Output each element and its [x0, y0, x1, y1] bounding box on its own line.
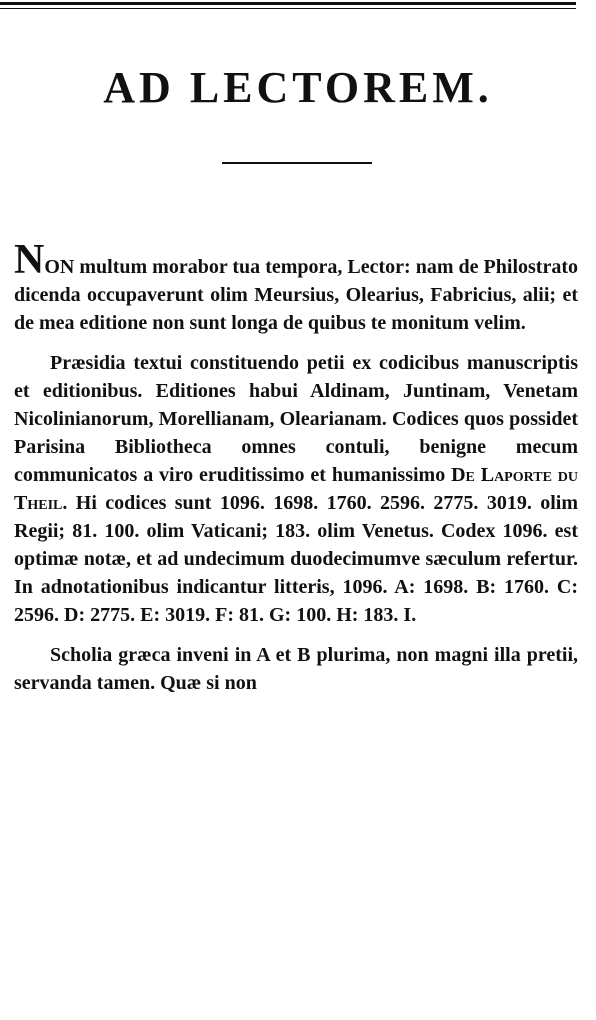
paragraph-2-before: Præsidia textui constituendo petii ex codicibus manuscriptis et editionibus. Editiones habui Aldinam, Juntinam, Venetam Nicolinianorum, Morellianam, Olearianam. Codices quos possidet Parisina Bibliotheca omnes contuli, benigne mecum communicatos a viro eruditissimo et humanissimo	[14, 352, 578, 486]
paragraph-1-text: multum morabor tua tempora, Lector: nam de Philostrato dicenda occupaverunt olim Meursius, Olearius, Fabricius, alii; et de mea editione non sunt longa de quibus te monitum velim.	[14, 256, 578, 334]
paragraph-3-text: Scholia græca inveni in A et B plurima, non magni illa pretii, servanda tamen. Quæ si non	[14, 644, 578, 694]
paragraph-1	[14, 237, 578, 337]
drop-cap: N	[14, 237, 45, 283]
page-title: AD LECTOREM.	[103, 63, 493, 112]
paragraph-1-lead: ON	[44, 256, 75, 278]
title-divider	[222, 162, 372, 164]
paragraph-2	[14, 349, 578, 629]
paragraph-2-after: . Hi codices sunt 1096. 1698. 1760. 2596. 2775. 3019. olim Regii; 81. 100. olim Vaticani; 183. olim Venetus. Codex 1096. est optimæ notæ, et ad undecimum duodecimumve sæculum refertur. In adnotationibus indicantur litteris, 1096. A: 1698. B: 1760. C: 2596. D: 2775. E: 3019. F: 81. G: 100. H: 183. I.	[14, 492, 578, 626]
body-text	[14, 237, 579, 709]
paragraph-3	[14, 641, 578, 697]
top-border-rule-thin	[0, 8, 576, 9]
paragraph-2-name: De Laporte du Theil	[14, 464, 579, 514]
top-border-rule	[0, 2, 576, 5]
